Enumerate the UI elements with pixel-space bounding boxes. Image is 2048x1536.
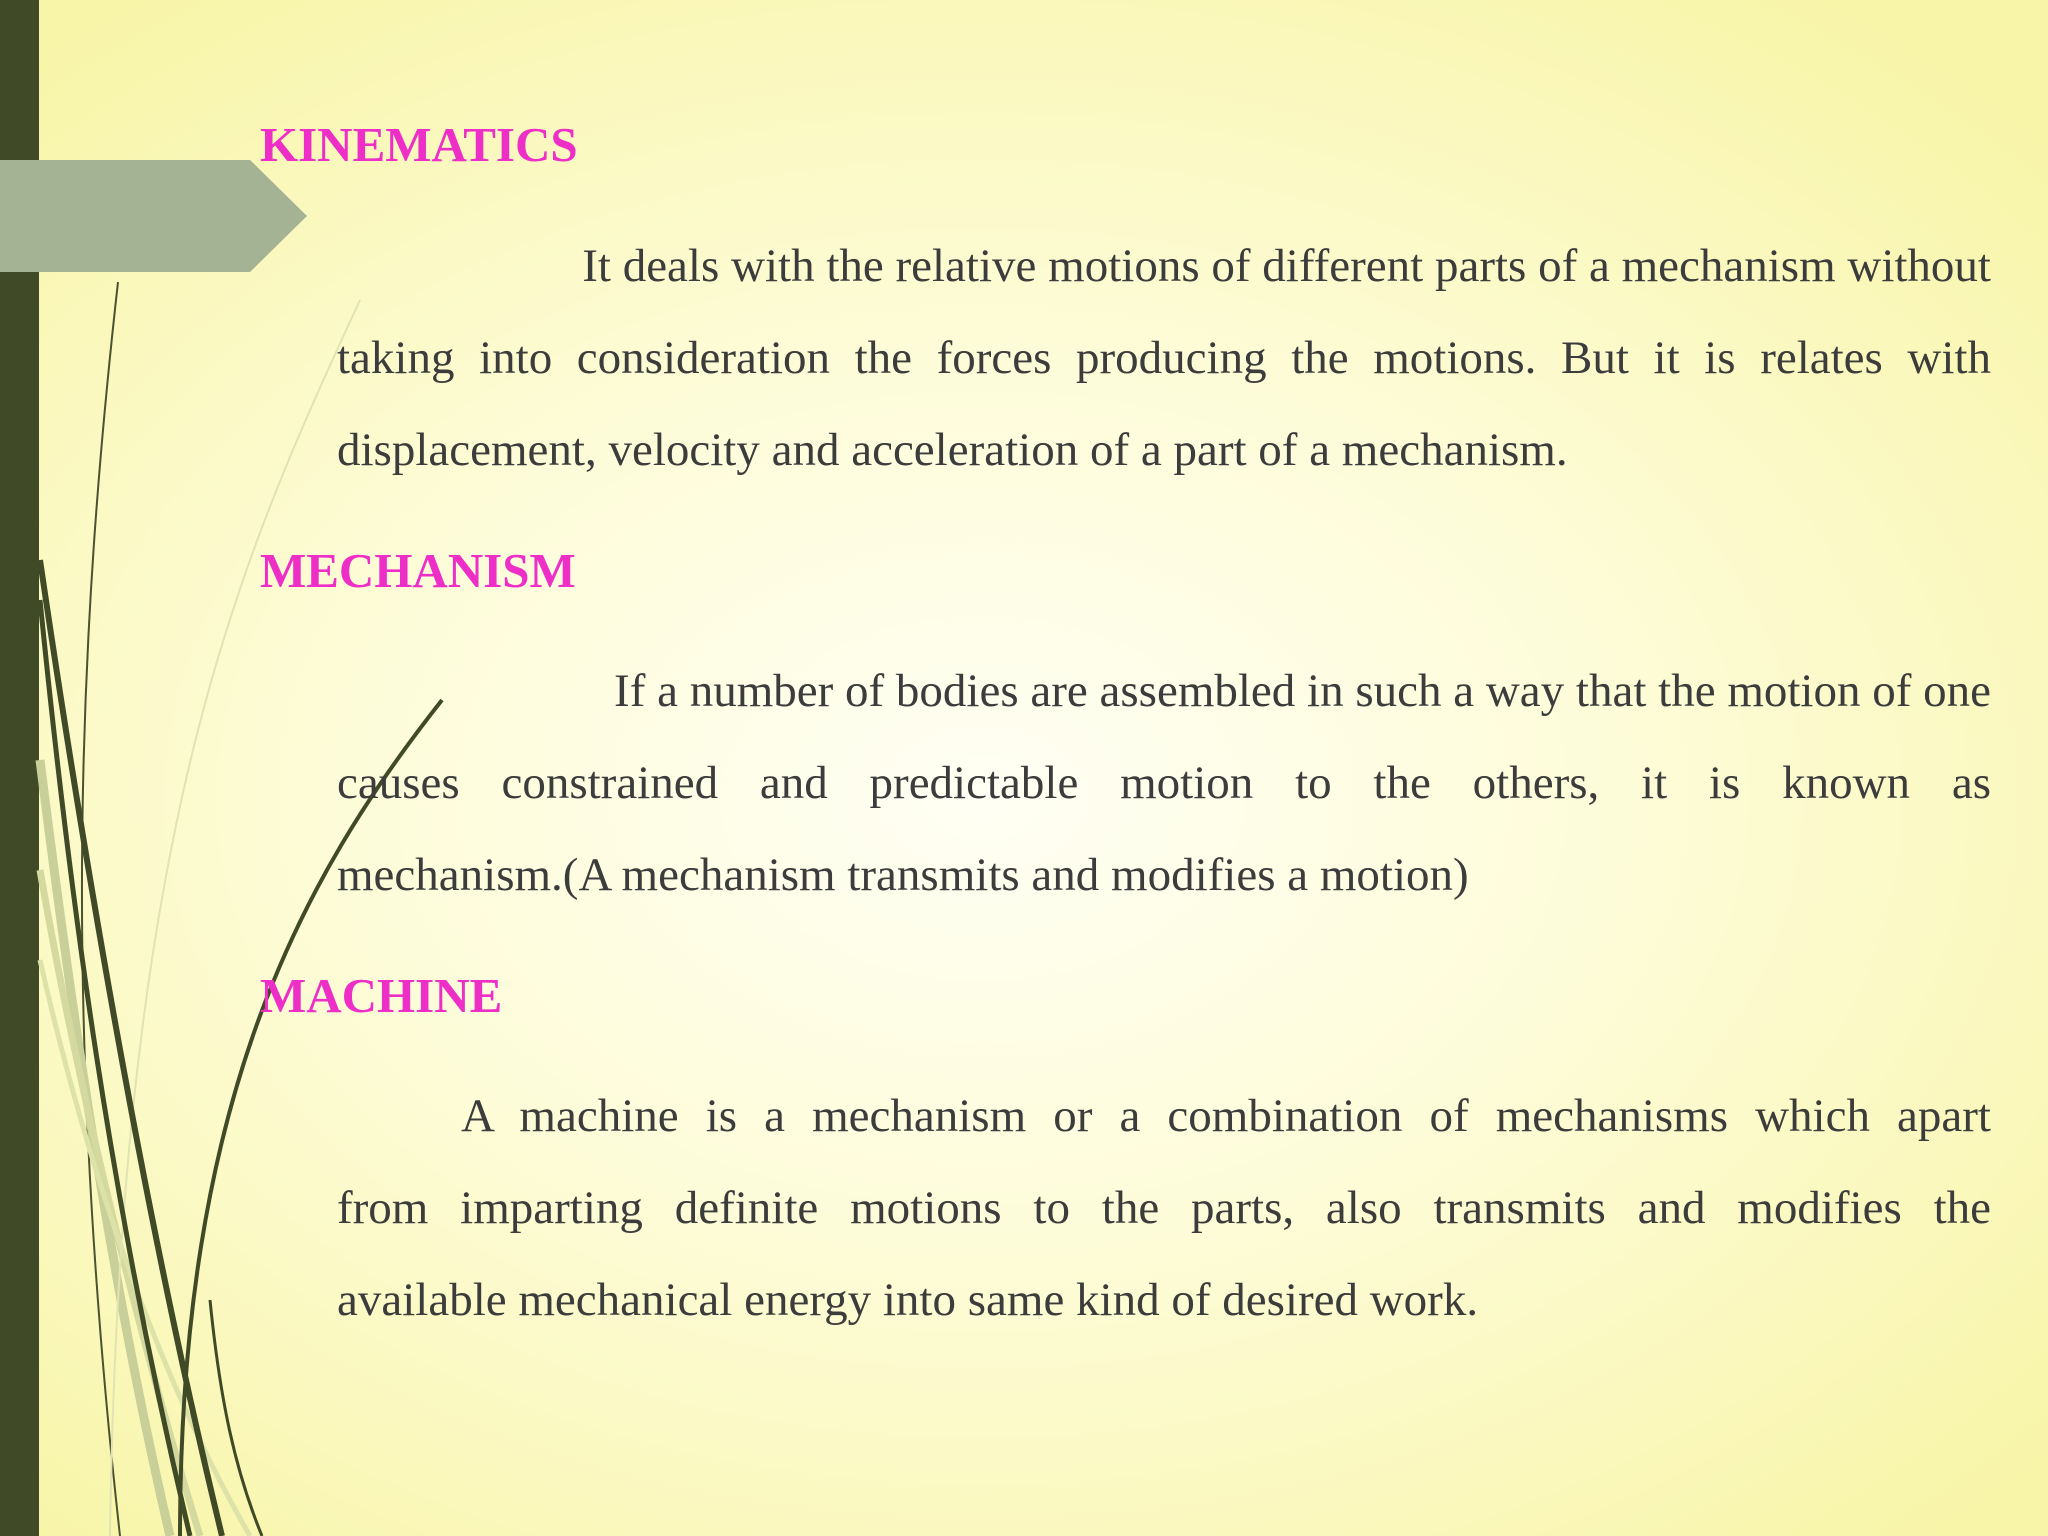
paragraph-line: from imparting definite motions to the parts, also transmits and modifies the [337,1182,1991,1234]
heading-machine: MACHINE [260,968,503,1023]
paragraph-line: It deals with the relative motions of different parts of a mechanism without [582,240,1991,292]
paragraph-mechanism [337,645,1991,921]
title-tab-shape [0,160,307,272]
paragraph-kinematics [337,220,1991,496]
heading-mechanism: MECHANISM [260,543,576,598]
paragraph-line: mechanism.(A mechanism transmits and modifies a motion) [337,849,1469,901]
paragraph-line: taking into consideration the forces producing the motions. But it is relates with [337,332,1991,384]
paragraph-machine [337,1070,1991,1346]
paragraph-line: If a number of bodies are assembled in such a way that the motion of one [614,665,1991,717]
paragraph-line: A machine is a mechanism or a combination of mechanisms which apart [461,1090,1991,1142]
paragraph-line: displacement, velocity and acceleration of a part of a mechanism. [337,424,1568,476]
paragraph-line: causes constrained and predictable motion to the others, it is known as [337,757,1991,809]
paragraph-line: available mechanical energy into same kind of desired work. [337,1274,1479,1326]
heading-kinematics: KINEMATICS [260,117,578,172]
